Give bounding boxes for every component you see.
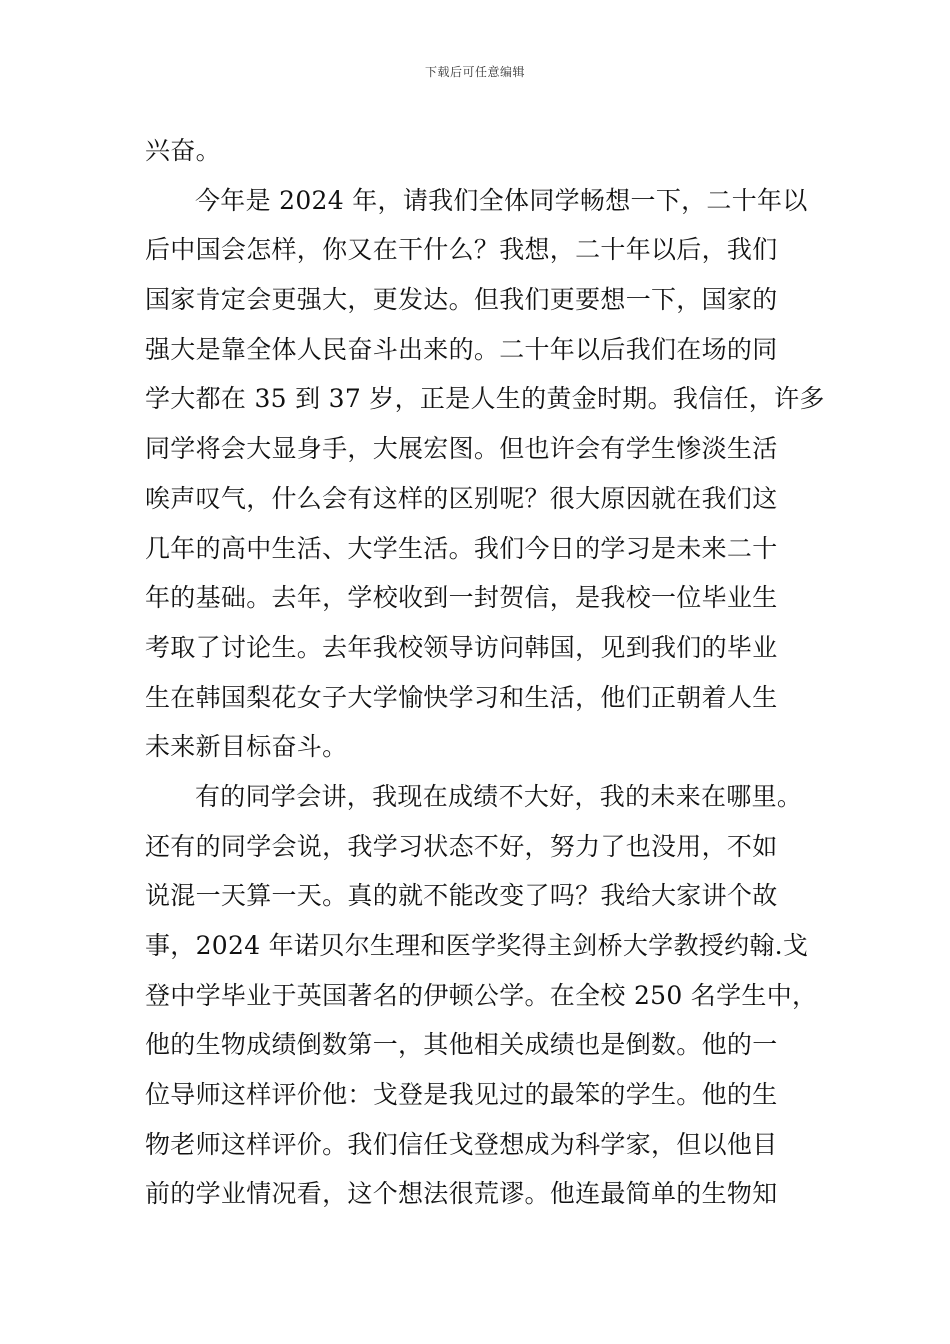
page-header: 下载后可任意编辑	[424, 65, 525, 79]
text-line: 考取了讨论生。去年我校领导访问韩国，见到我们的毕业	[145, 632, 778, 662]
text-line: 未来新目标奋斗。	[145, 732, 348, 762]
paragraph-start-line: 今年是 2024 年，请我们全体同学畅想一下，二十年以	[195, 185, 808, 215]
text-line: 学大都在 35 到 37 岁，正是人生的黄金时期。我信任，许多	[145, 384, 825, 414]
text-line: 同学将会大显身手，大展宏图。但也许会有学生惨淡生活	[145, 434, 778, 464]
text-line: 年的基础。去年，学校收到一封贺信，是我校一位毕业生	[145, 583, 778, 613]
text-line: 前的学业情况看，这个想法很荒谬。他连最简单的生物知	[145, 1179, 778, 1209]
text-line: 后中国会怎样，你又在干什么？我想，二十年以后，我们	[145, 235, 778, 265]
text-line: 说混一天算一天。真的就不能改变了吗？我给大家讲个故	[145, 881, 778, 911]
text-line: 物老师这样评价。我们信任戈登想成为科学家，但以他目	[145, 1129, 778, 1159]
paragraph-start-line: 有的同学会讲，我现在成绩不大好，我的未来在哪里。	[195, 781, 803, 811]
text-line: 兴奋。	[145, 136, 221, 165]
text-line: 生在韩国梨花女子大学愉快学习和生活，他们正朝着人生	[145, 682, 778, 712]
text-line: 登中学毕业于英国著名的伊顿公学。在全校 250 名学生中，	[145, 980, 818, 1010]
text-line: 事，2024 年诺贝尔生理和医学奖得主剑桥大学教授约翰.戈	[145, 931, 809, 960]
text-line: 国家肯定会更强大，更发达。但我们更要想一下，国家的	[145, 285, 778, 315]
text-line: 位导师这样评价他：戈登是我见过的最笨的学生。他的生	[145, 1080, 778, 1110]
text-line: 几年的高中生活、大学生活。我们今日的学习是未来二十	[145, 533, 778, 563]
text-line: 唉声叹气，什么会有这样的区别呢？很大原因就在我们这	[145, 483, 778, 513]
text-line: 强大是靠全体人民奋斗出来的。二十年以后我们在场的同	[145, 334, 778, 364]
body-text	[145, 126, 825, 1219]
text-line: 他的生物成绩倒数第一，其他相关成绩也是倒数。他的一	[145, 1030, 778, 1060]
text-line: 还有的同学会说，我学习状态不好，努力了也没用，不如	[145, 831, 778, 861]
